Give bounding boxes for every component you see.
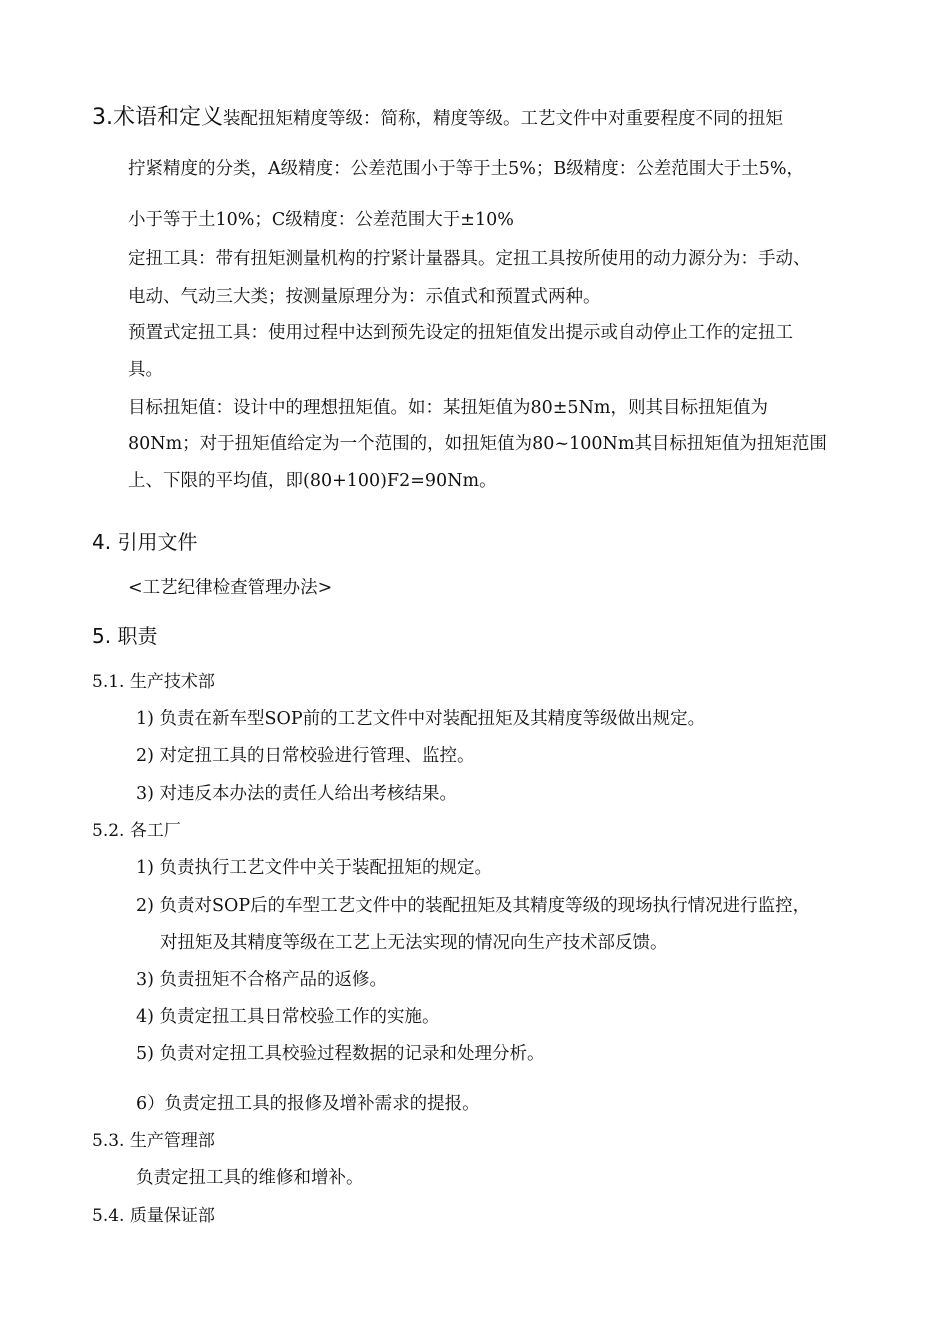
definition-line: 小于等于土10%；C级精度：公差范围大于±10% xyxy=(128,210,514,230)
subsection-5-4-heading: 5.4. 质量保证部 xyxy=(92,1206,215,1226)
list-item: 1) 负责在新车型SOP前的工艺文件中对装配扭矩及其精度等级做出规定。 xyxy=(136,709,706,729)
list-item: 3) 对违反本办法的责任人给出考核结果。 xyxy=(136,784,458,804)
section-3-first-line xyxy=(92,104,783,132)
section-3-title: 术语和定义 xyxy=(113,105,224,130)
list-item: 2) 负责对SOP后的车型工艺文件中的装配扭矩及其精度等级的现场执行情况进行监控， xyxy=(136,896,811,916)
definition-line: 目标扭矩值：设计中的理想扭矩值。如：某扭矩值为80±5Nm，则其目标扭矩值为 xyxy=(128,398,768,418)
list-item: 6）负责定扭工具的报修及增补需求的提报。 xyxy=(136,1094,480,1114)
subsection-5-1-heading: 5.1. 生产技术部 xyxy=(92,672,215,692)
list-item-continuation: 对扭矩及其精度等级在工艺上无法实现的情况向生产技术部反馈。 xyxy=(160,933,668,953)
definition-line: 预置式定扭工具：使用过程中达到预先设定的扭矩值发出提示或自动停止工作的定扭工 xyxy=(128,323,793,343)
list-item: 5) 负责对定扭工具校验过程数据的记录和处理分析。 xyxy=(136,1044,545,1064)
list-item: 1) 负责执行工艺文件中关于装配扭矩的规定。 xyxy=(136,858,493,878)
subsection-5-2-heading: 5.2. 各工厂 xyxy=(92,821,181,841)
section-5-heading: 5. 职责 xyxy=(92,624,158,648)
list-item: 2) 对定扭工具的日常校验进行管理、监控。 xyxy=(136,746,475,766)
definition-line: 上、下限的平均值，即(80+100)F2=90Nm。 xyxy=(128,471,497,491)
subsection-5-3-heading: 5.3. 生产管理部 xyxy=(92,1131,215,1151)
definition-line: 拧紧精度的分类，A级精度：公差范围小于等于土5%；B级精度：公差范围大于土5%， xyxy=(128,159,805,179)
list-item: 3) 负责扭矩不合格产品的返修。 xyxy=(136,970,388,990)
definition-line: 装配扭矩精度等级：简称，精度等级。工艺文件中对重要程度不同的扭矩 xyxy=(223,109,784,129)
reference-document: <工艺纪律检查管理办法> xyxy=(128,578,333,598)
list-item: 4) 负责定扭工具日常校验工作的实施。 xyxy=(136,1007,440,1027)
definition-line: 电动、气动三大类；按测量原理分为：示值式和预置式两种。 xyxy=(128,287,601,307)
list-item: 负责定扭工具的维修和增补。 xyxy=(136,1168,364,1188)
section-4-heading: 4. 引用文件 xyxy=(92,530,198,554)
section-3-number: 3. xyxy=(92,105,113,130)
definition-line: 具。 xyxy=(128,360,163,380)
definition-line: 80Nm；对于扭矩值给定为一个范围的，如扭矩值为80~100Nm其目标扭矩值为扭矩范围 xyxy=(128,434,827,454)
definition-line: 定扭工具：带有扭矩测量机构的拧紧计量器具。定扭工具按所使用的动力源分为：手动、 xyxy=(128,249,811,269)
